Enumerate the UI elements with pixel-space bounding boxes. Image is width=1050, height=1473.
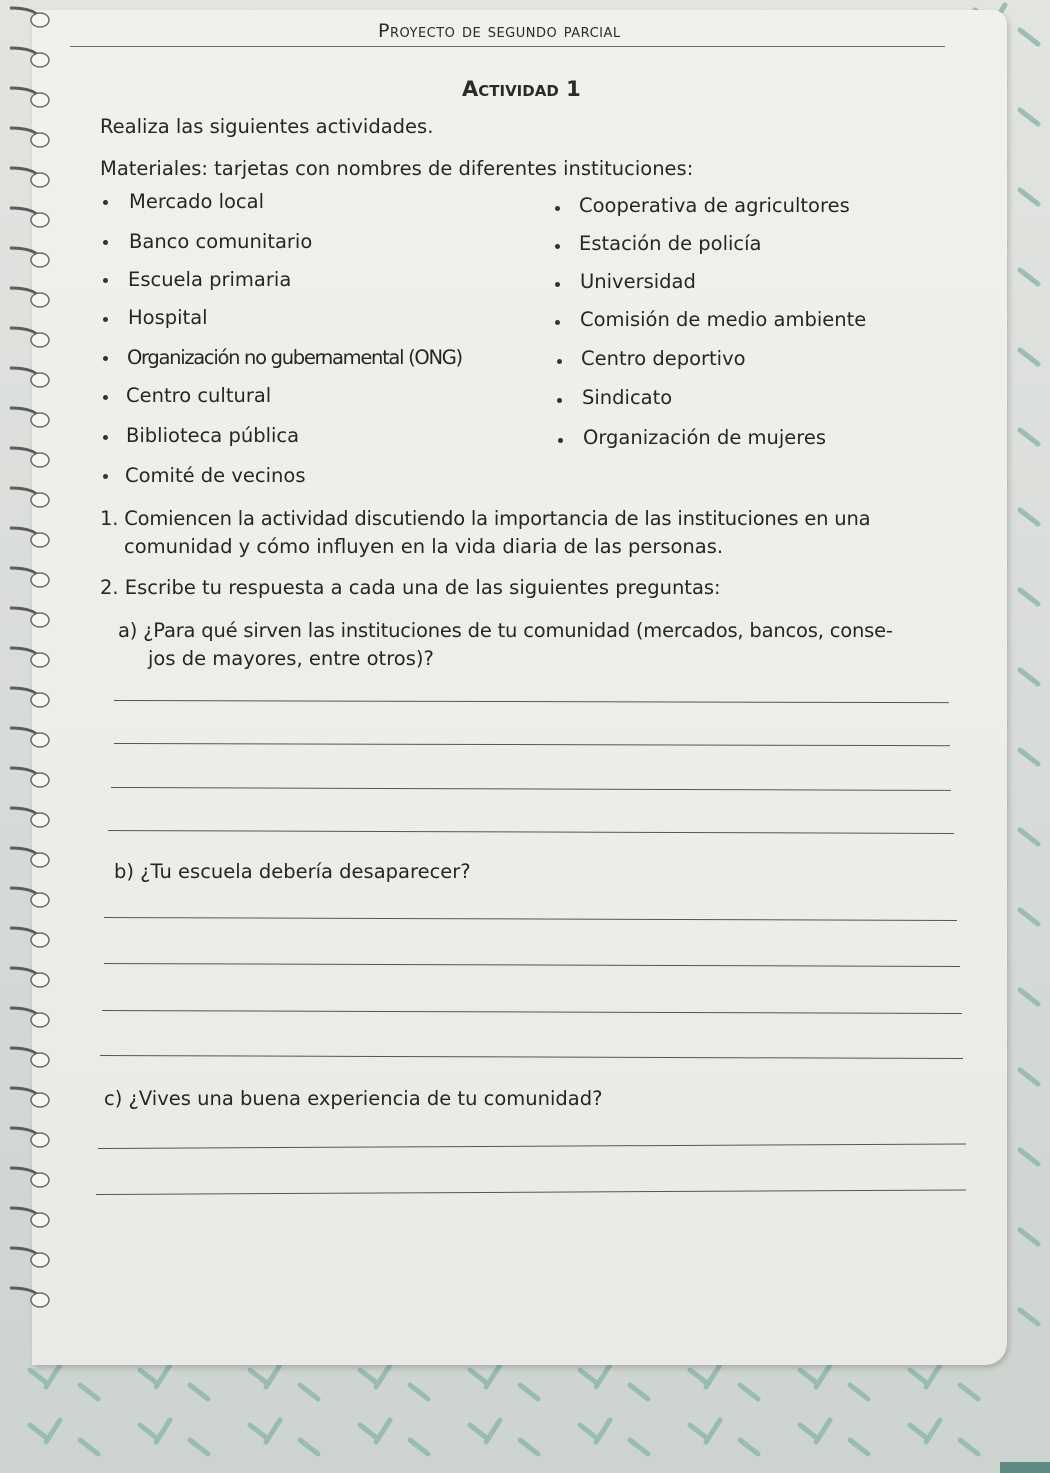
step-1-line-2: comunidad y cómo influyen en la vida diaria de las personas. bbox=[124, 535, 724, 558]
institution-item: Estación de policía bbox=[579, 232, 762, 255]
bullet-icon bbox=[555, 206, 560, 211]
bullet-icon bbox=[103, 240, 108, 245]
bullet-icon bbox=[103, 278, 108, 283]
spiral-binding-icon bbox=[0, 0, 70, 1473]
step-2-text: 2. Escribe tu respuesta a cada una de las siguientes preguntas: bbox=[100, 576, 721, 599]
institution-item: Hospital bbox=[128, 306, 208, 329]
bullet-icon bbox=[555, 320, 560, 325]
institution-item: Organización de mujeres bbox=[583, 426, 827, 449]
bullet-icon bbox=[103, 200, 108, 205]
bullet-icon bbox=[103, 474, 108, 479]
bullet-icon bbox=[103, 435, 108, 440]
institution-item: Universidad bbox=[580, 270, 696, 293]
bullet-icon bbox=[555, 244, 560, 249]
worksheet-page bbox=[32, 10, 1007, 1365]
bullet-icon bbox=[103, 317, 108, 322]
bullet-icon bbox=[103, 356, 108, 361]
institution-item: Centro cultural bbox=[126, 384, 272, 407]
question-a-line-2: jos de mayores, entre otros)? bbox=[148, 647, 434, 670]
step-1-line-1: 1. Comiencen la actividad discutiendo la importancia de las instituciones en una bbox=[100, 507, 871, 530]
institution-item: Sindicato bbox=[582, 386, 673, 409]
materials-label: Materiales: tarjetas con nombres de diferentes instituciones: bbox=[100, 157, 694, 180]
question-a-line-1: a) ¿Para qué sirven las instituciones de tu comunidad (mercados, bancos, conse- bbox=[118, 619, 893, 642]
bullet-icon bbox=[555, 282, 560, 287]
institution-item: Mercado local bbox=[129, 190, 265, 213]
institution-item: Organización no gubernamental (ONG) bbox=[127, 346, 462, 369]
activity-title: Actividad 1 bbox=[462, 77, 581, 101]
institution-item: Centro deportivo bbox=[581, 347, 746, 370]
bullet-icon bbox=[558, 438, 563, 443]
institution-item: Biblioteca pública bbox=[126, 424, 300, 447]
institution-item: Cooperativa de agricultores bbox=[579, 194, 850, 217]
page-header-title: Proyecto de segundo parcial bbox=[378, 20, 621, 42]
bullet-icon bbox=[103, 395, 108, 400]
institution-item: Escuela primaria bbox=[128, 268, 292, 291]
institution-item: Comisión de medio ambiente bbox=[580, 308, 867, 331]
header-divider bbox=[70, 46, 945, 47]
question-b: b) ¿Tu escuela debería desaparecer? bbox=[114, 860, 471, 883]
bullet-icon bbox=[557, 359, 562, 364]
question-c: c) ¿Vives una buena experiencia de tu comunidad? bbox=[104, 1087, 603, 1110]
institution-item: Comité de vecinos bbox=[125, 464, 306, 487]
bullet-icon bbox=[557, 398, 562, 403]
activity-intro: Realiza las siguientes actividades. bbox=[100, 115, 434, 138]
institution-item: Banco comunitario bbox=[129, 230, 313, 253]
